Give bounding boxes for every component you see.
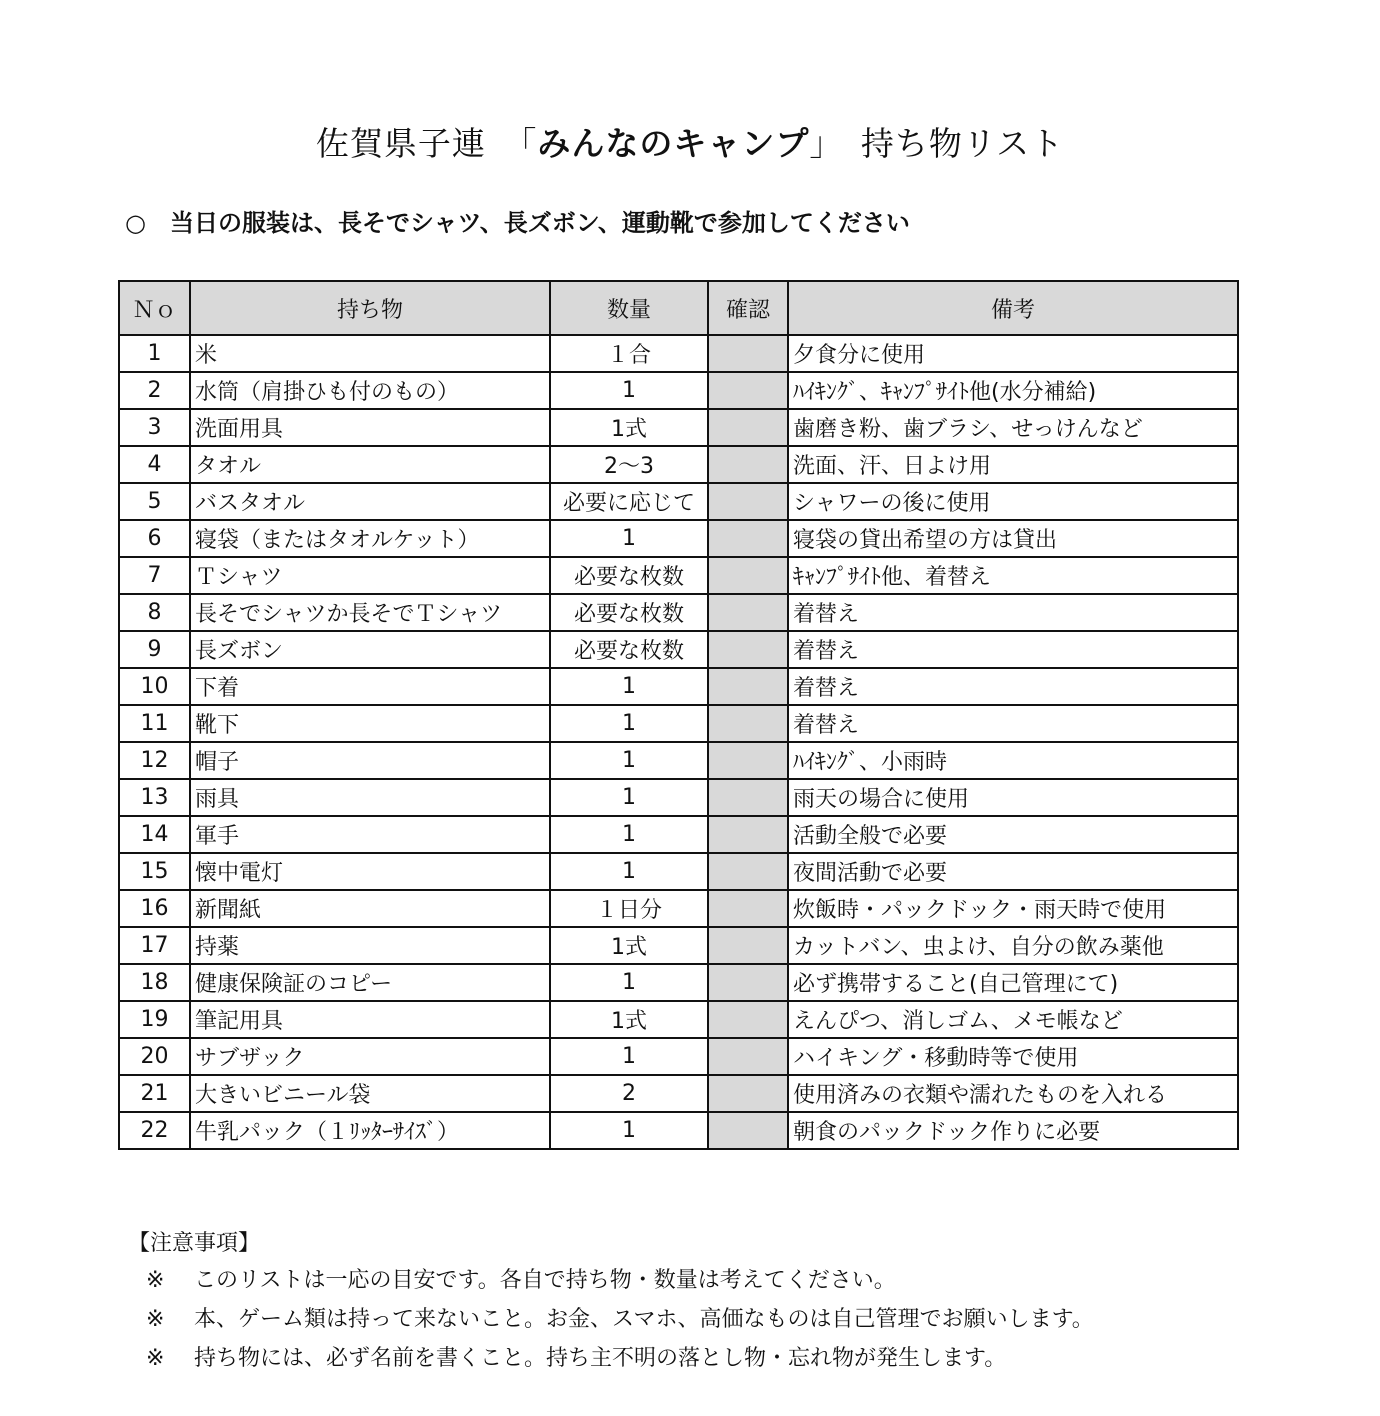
header-qty: 数量 [550,281,708,335]
item-name-cell: 帽子 [190,742,550,779]
table-row [119,631,1238,668]
caution-line [128,1267,1094,1306]
row-number-cell: 5 [119,483,190,520]
note-cell: 着替え [788,631,1238,668]
table-row [119,483,1238,520]
quantity-cell: 1式 [550,1001,708,1038]
table-row [119,1112,1238,1149]
note-cell: 夕食分に使用 [788,335,1238,372]
item-name-cell: 健康保険証のコピー [190,964,550,1001]
row-number-cell: 19 [119,1001,190,1038]
caution-text: 持ち物には、必ず名前を書くこと。持ち主不明の落とし物・忘れ物が発生します。 [194,1346,1007,1371]
table-row [119,779,1238,816]
quantity-cell: 1 [550,668,708,705]
header-item: 持ち物 [190,281,550,335]
table-row [119,335,1238,372]
quantity-cell: 1 [550,964,708,1001]
quantity-cell: 1式 [550,409,708,446]
note-cell: 着替え [788,668,1238,705]
check-cell[interactable] [708,335,788,372]
item-name-cell: 新聞紙 [190,890,550,927]
row-number-cell: 16 [119,890,190,927]
check-cell[interactable] [708,520,788,557]
quantity-cell: 1 [550,520,708,557]
item-name-cell: 寝袋（またはタオルケット） [190,520,550,557]
row-number-cell: 2 [119,372,190,409]
row-number-cell: 12 [119,742,190,779]
row-number-cell: 17 [119,927,190,964]
table-row [119,816,1238,853]
row-number-cell: 6 [119,520,190,557]
note-cell: ﾊｲｷﾝｸﾞ、ｷｬﾝﾌﾟｻｲﾄ他(水分補給) [788,372,1238,409]
camp-name: みんなのキャンプ [537,124,810,163]
note-cell: ﾊｲｷﾝｸﾞ、小雨時 [788,742,1238,779]
quantity-cell: 1 [550,742,708,779]
table-row [119,742,1238,779]
note-cell: 必ず携帯すること(自己管理にて) [788,964,1238,1001]
row-number-cell: 15 [119,853,190,890]
row-number-cell: 3 [119,409,190,446]
item-name-cell: 洗面用具 [190,409,550,446]
caution-text: このリストは一応の目安です。各自で持ち物・数量は考えてください。 [194,1268,896,1293]
page-title [0,118,1380,165]
item-name-cell: バスタオル [190,483,550,520]
note-cell: 朝食のパックドック作りに必要 [788,1112,1238,1149]
row-number-cell: 22 [119,1112,190,1149]
table-row [119,409,1238,446]
caution-mark: ※ [146,1268,165,1293]
table-row [119,890,1238,927]
check-cell[interactable] [708,1038,788,1075]
header-note: 備考 [788,281,1238,335]
check-cell[interactable] [708,594,788,631]
cautions-heading: 【注意事項】 [128,1231,261,1256]
row-number-cell: 1 [119,335,190,372]
check-cell[interactable] [708,853,788,890]
quantity-cell: 1 [550,372,708,409]
check-cell[interactable] [708,779,788,816]
note-cell: 活動全般で必要 [788,816,1238,853]
row-number-cell: 21 [119,1075,190,1112]
table-row [119,705,1238,742]
table-row [119,1001,1238,1038]
note-cell: ハイキング・移動時等で使用 [788,1038,1238,1075]
header-check: 確認 [708,281,788,335]
quantity-cell: 1 [550,705,708,742]
item-name-cell: 長そでシャツか長そでＴシャツ [190,594,550,631]
row-number-cell: 20 [119,1038,190,1075]
title-suffix: 」 持ち物リスト [809,124,1065,163]
item-name-cell: 靴下 [190,705,550,742]
note-cell: 炊飯時・パックドック・雨天時で使用 [788,890,1238,927]
quantity-cell: 1 [550,1112,708,1149]
item-name-cell: 下着 [190,668,550,705]
item-name-cell: 筆記用具 [190,1001,550,1038]
table-row [119,557,1238,594]
row-number-cell: 14 [119,816,190,853]
item-name-cell: 米 [190,335,550,372]
caution-mark: ※ [146,1307,165,1332]
note-cell: 着替え [788,594,1238,631]
item-name-cell: 水筒（肩掛ひも付のもの） [190,372,550,409]
table-header-row [119,281,1238,335]
quantity-cell: 必要な枚数 [550,631,708,668]
check-cell[interactable] [708,705,788,742]
quantity-cell: 必要に応じて [550,483,708,520]
quantity-cell: 1 [550,853,708,890]
quantity-cell: 1式 [550,927,708,964]
item-name-cell: 牛乳パック（１ﾘｯﾀｰｻｲｽﾞ） [190,1112,550,1149]
note-cell: えんぴつ、消しゴム、メモ帳など [788,1001,1238,1038]
table-row [119,1038,1238,1075]
table-row [119,520,1238,557]
table-row [119,964,1238,1001]
check-cell[interactable] [708,964,788,1001]
check-cell[interactable] [708,557,788,594]
header-no: Ｎｏ [119,281,190,335]
item-name-cell: 持薬 [190,927,550,964]
check-cell[interactable] [708,668,788,705]
row-number-cell: 7 [119,557,190,594]
item-name-cell: タオル [190,446,550,483]
caution-line [128,1306,1094,1345]
check-cell[interactable] [708,742,788,779]
table-row [119,927,1238,964]
check-cell[interactable] [708,631,788,668]
row-number-cell: 13 [119,779,190,816]
quantity-cell: 必要な枚数 [550,594,708,631]
note-cell: 着替え [788,705,1238,742]
table-body [119,335,1238,1149]
caution-mark: ※ [146,1346,165,1371]
quantity-cell: 必要な枚数 [550,557,708,594]
check-cell[interactable] [708,927,788,964]
item-name-cell: Ｔシャツ [190,557,550,594]
table-row [119,853,1238,890]
quantity-cell: 1 [550,1038,708,1075]
item-name-cell: サブザック [190,1038,550,1075]
row-number-cell: 4 [119,446,190,483]
check-cell[interactable] [708,409,788,446]
table-row [119,1075,1238,1112]
item-name-cell: 長ズボン [190,631,550,668]
table-row [119,372,1238,409]
note-cell: 使用済みの衣類や濡れたものを入れる [788,1075,1238,1112]
quantity-cell: １合 [550,335,708,372]
quantity-cell: １日分 [550,890,708,927]
row-number-cell: 10 [119,668,190,705]
row-number-cell: 9 [119,631,190,668]
row-number-cell: 8 [119,594,190,631]
note-cell: ｷｬﾝﾌﾟｻｲﾄ他、着替え [788,557,1238,594]
caution-text: 本、ゲーム類は持って来ないこと。お金、スマホ、高価なものは自己管理でお願いします。 [194,1307,1094,1332]
note-cell: シャワーの後に使用 [788,483,1238,520]
check-cell[interactable] [708,890,788,927]
item-name-cell: 軍手 [190,816,550,853]
note-cell: 歯磨き粉、歯ブラシ、せっけんなど [788,409,1238,446]
check-cell[interactable] [708,1075,788,1112]
check-cell[interactable] [708,816,788,853]
quantity-cell: 1 [550,816,708,853]
check-cell[interactable] [708,1112,788,1149]
table-row [119,446,1238,483]
item-name-cell: 大きいビニール袋 [190,1075,550,1112]
row-number-cell: 18 [119,964,190,1001]
item-name-cell: 懐中電灯 [190,853,550,890]
title-prefix: 佐賀県子連 「 [315,124,538,163]
cautions-section [128,1226,1094,1384]
note-cell: 夜間活動で必要 [788,853,1238,890]
quantity-cell: 2 [550,1075,708,1112]
table-row [119,668,1238,705]
belongings-table [118,280,1239,1150]
check-cell[interactable] [708,372,788,409]
quantity-cell: 1 [550,779,708,816]
note-cell: 洗面、汗、日よけ用 [788,446,1238,483]
dress-code-note: ○ 当日の服装は、長そでシャツ、長ズボン、運動靴で参加してください [125,209,910,237]
check-cell[interactable] [708,483,788,520]
quantity-cell: 2～3 [550,446,708,483]
row-number-cell: 11 [119,705,190,742]
note-cell: 雨天の場合に使用 [788,779,1238,816]
check-cell[interactable] [708,1001,788,1038]
table-row [119,594,1238,631]
caution-line [128,1345,1094,1384]
note-cell: 寝袋の貸出希望の方は貸出 [788,520,1238,557]
item-name-cell: 雨具 [190,779,550,816]
note-cell: カットバン、虫よけ、自分の飲み薬他 [788,927,1238,964]
check-cell[interactable] [708,446,788,483]
